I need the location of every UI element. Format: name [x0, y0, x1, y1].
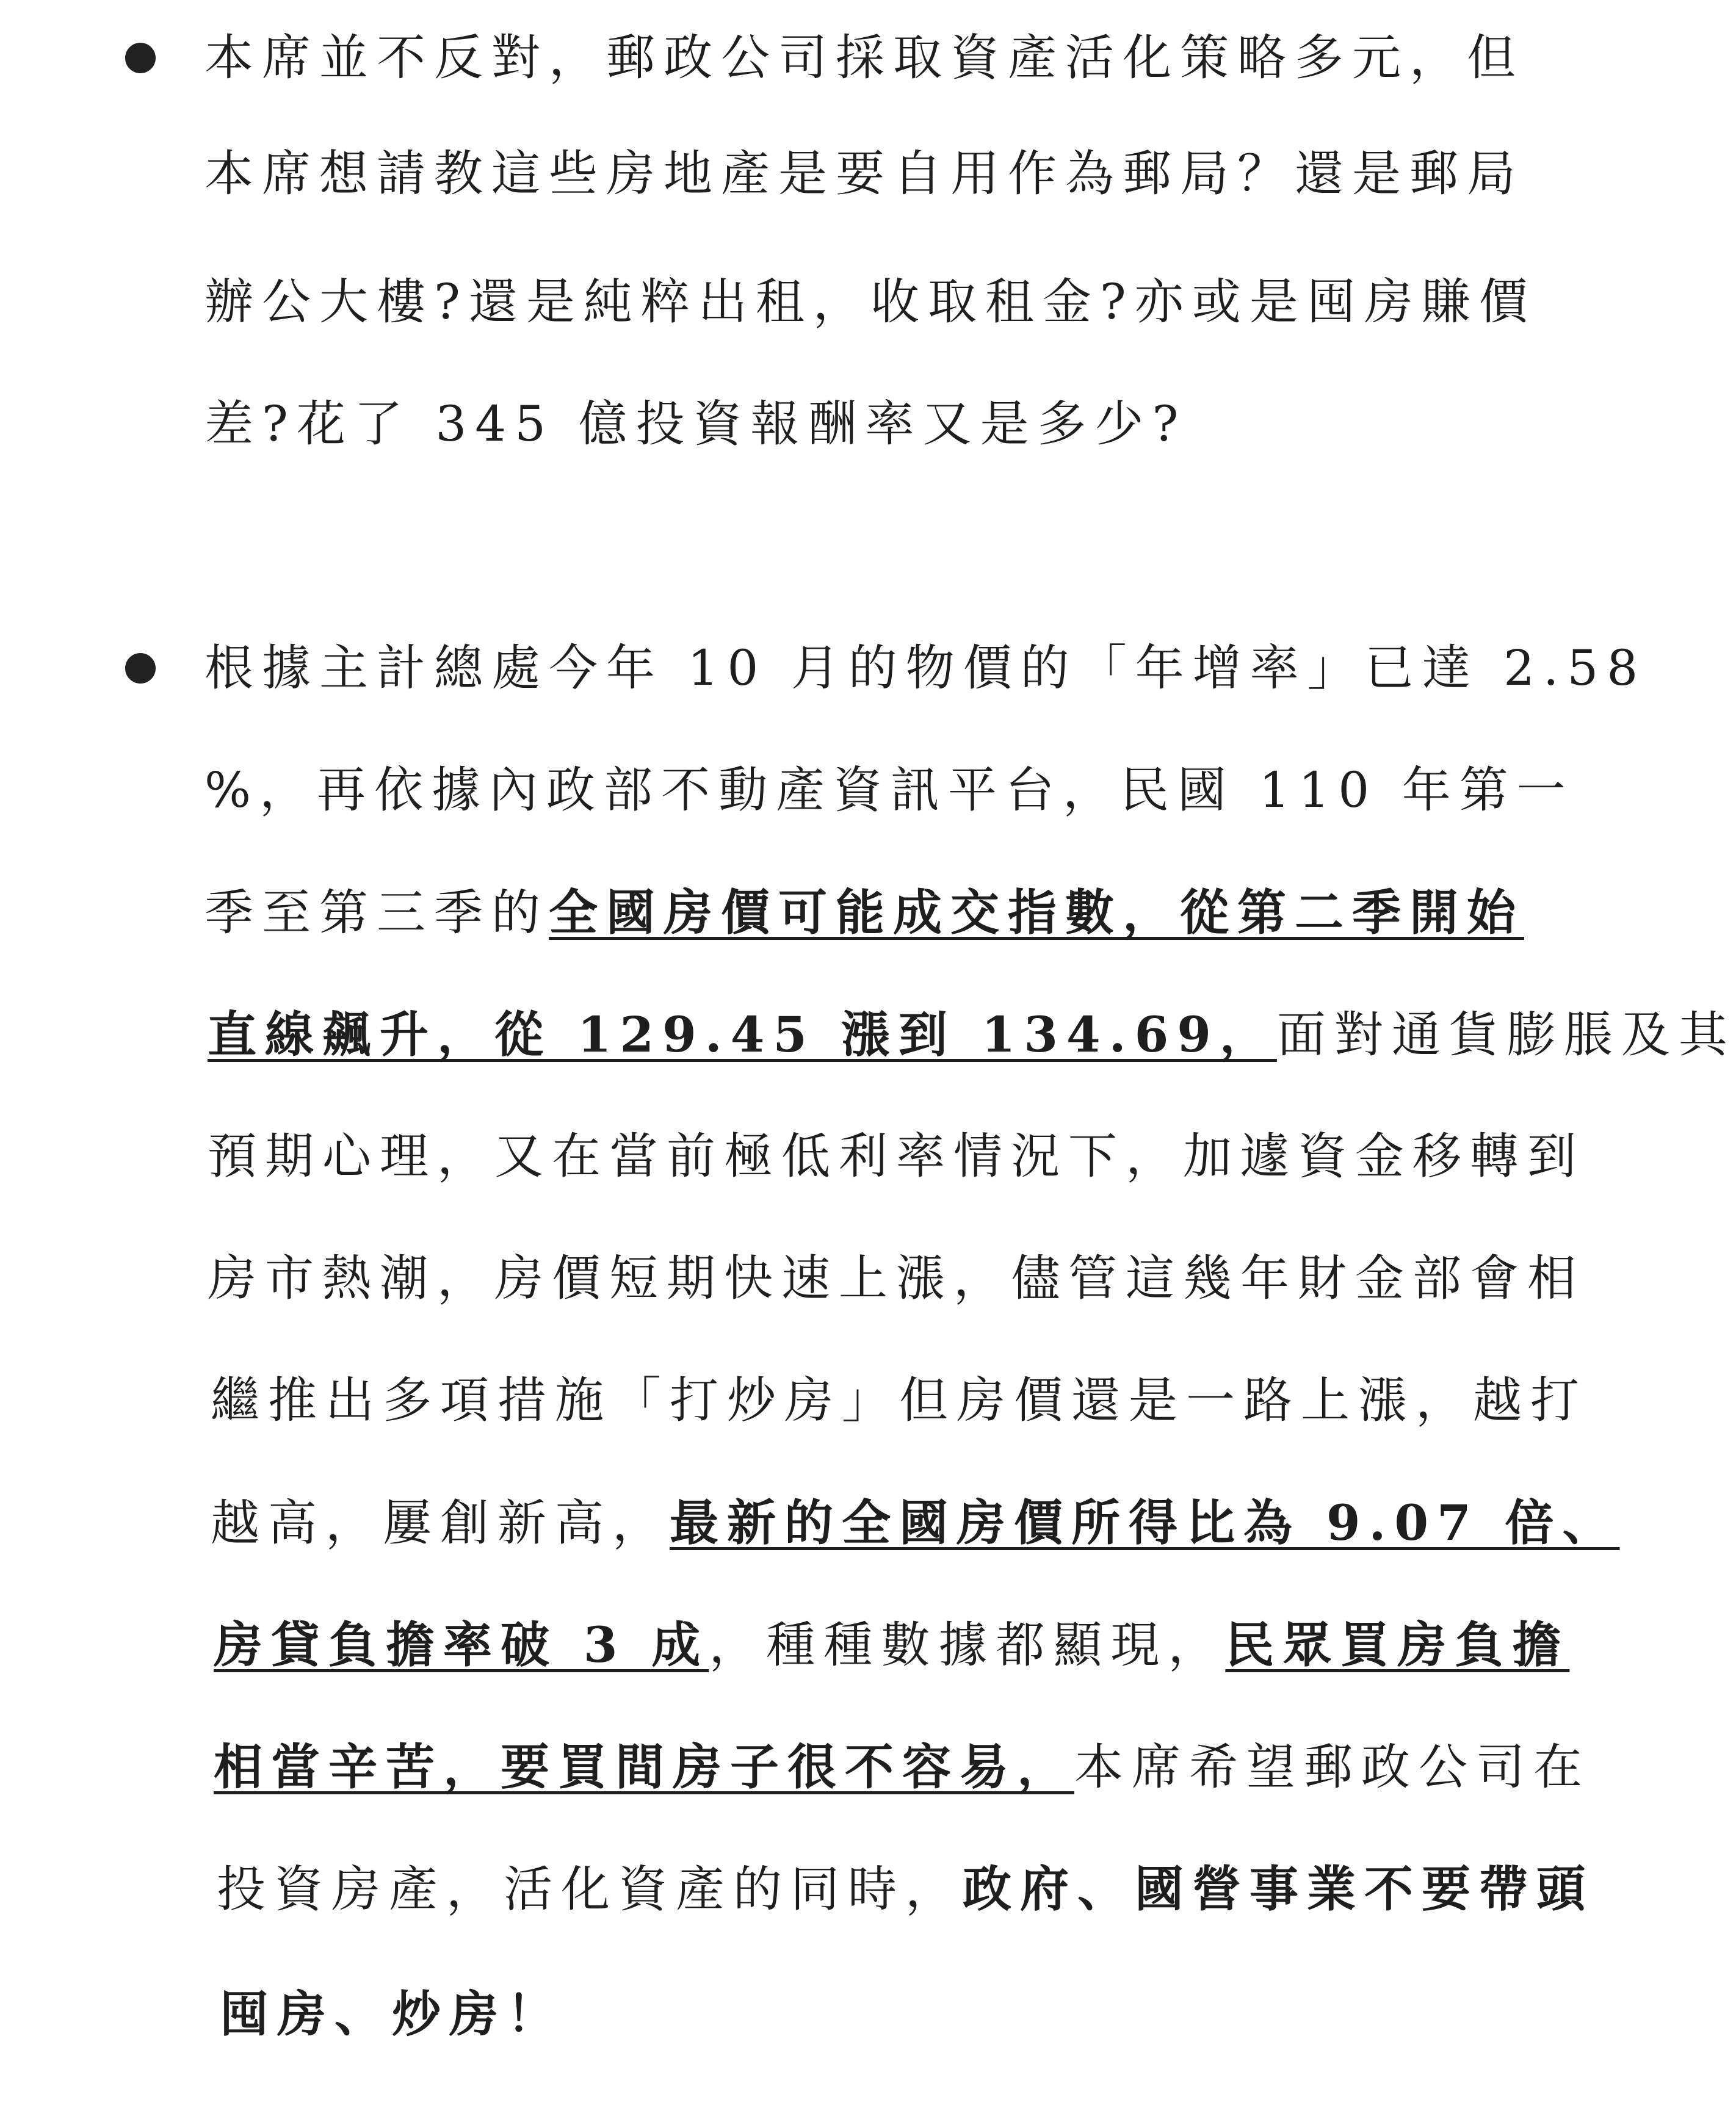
- line12-bold-text: 囤房、炒房！: [220, 1985, 564, 2043]
- paragraph1-line-2: 本席想請教這些房地產是要自用作為郵局？還是郵局: [204, 145, 1524, 202]
- paragraph2-line-6: 房市熱潮，房價短期快速上漲，儘管這幾年財金部會相: [208, 1250, 1585, 1307]
- line9-emphasis-text-2: 民眾買房負擔: [1225, 1616, 1570, 1673]
- line9-plain-text: ，種種數據都顯現，: [709, 1617, 1226, 1673]
- paragraph1-line-3: 辦公大樓?還是純粹出租，收取租金?亦或是囤房賺價: [204, 273, 1536, 330]
- line8-emphasis-text: 最新的全國房價所得比為 9.07 倍、: [670, 1494, 1620, 1551]
- line4-plain-text: 面對通貨膨脹及其: [1276, 1006, 1736, 1063]
- paragraph2-line-10: [214, 1736, 1591, 1797]
- paragraph2-line-9: [214, 1614, 1569, 1675]
- paragraph2-line-11: [217, 1858, 1594, 1919]
- bullet-point-1: [125, 43, 156, 73]
- line11-bold-text: 政府、國營事業不要帶頭: [963, 1860, 1594, 1918]
- line4-emphasis-text: 直線飆升，從 129.45 漲到 134.69，: [208, 1006, 1277, 1063]
- paragraph2-line-4: [208, 1004, 1736, 1065]
- line3-plain-text: 季至第三季的: [204, 884, 549, 941]
- paragraph1-line-1: 本席並不反對，郵政公司採取資產活化策略多元，但: [204, 29, 1524, 86]
- paragraph2-line-8: [211, 1492, 1620, 1553]
- line10-emphasis-text: 相當辛苦，要買間房子很不容易，: [214, 1738, 1074, 1796]
- line11-plain-text: 投資房產，活化資產的同時，: [217, 1861, 963, 1918]
- paragraph2-line-7: 繼推出多項措施「打炒房」但房價還是一路上漲，越打: [211, 1372, 1588, 1429]
- bullet-point-2: [125, 653, 156, 684]
- paragraph2-line-2: %，再依據內政部不動產資訊平台，民國 110 年第一: [204, 762, 1574, 818]
- line8-plain-text: 越高，屢創新高，: [211, 1495, 670, 1551]
- paragraph2-line-3: [204, 882, 1524, 943]
- line9-emphasis-text: 房貸負擔率破 3 成: [214, 1616, 709, 1673]
- line10-plain-text: 本席希望郵政公司在: [1074, 1739, 1591, 1796]
- paragraph2-line-12: [220, 1983, 564, 2045]
- paragraph2-line-1: 根據主計總處今年 10 月的物價的「年增率」已達 2.58: [204, 640, 1647, 696]
- line3-emphasis-text: 全國房價可能成交指數，從第二季開始: [549, 884, 1524, 941]
- paragraph2-line-5: 預期心理，又在當前極低利率情況下，加遽資金移轉到: [208, 1128, 1585, 1185]
- paragraph1-line-4: 差?花了 345 億投資報酬率又是多少?: [204, 395, 1187, 452]
